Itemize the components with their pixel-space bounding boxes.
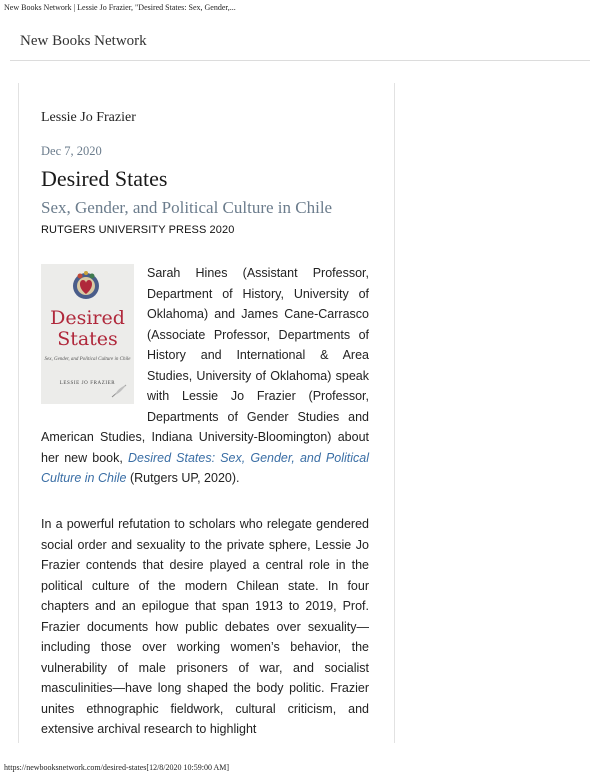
author-name[interactable]: Lessie Jo Frazier — [41, 110, 136, 125]
print-footer-url: https://newbooksnetwork.com/desired-states[12/8/2020 10:59:00 AM] — [4, 763, 230, 772]
publisher-line: RUTGERS UNIVERSITY PRESS 2020 — [41, 224, 235, 236]
summary-paragraph: Sarah Hines (Assistant Professor, Department of History, University of Oklahoma) and James Cane-Carrasco (Associate Professor, Departments of History and International & Area Studies, University of Oklahoma) speak with Lessie Jo Frazier (Professor, Departments of Gender Studies and American Studies, Indiana University-Bloomington) about her new book, Desired States: Sex, Gender, and Political Culture in Chile (Rutgers UP, 2020). — [41, 266, 370, 485]
site-name-link[interactable]: New Books Network — [20, 33, 147, 49]
header-divider — [10, 60, 590, 61]
description-paragraph: In a powerful refutation to scholars who relegate gendered social order and sexuality to the private sphere, Lessie Jo Frazier contends that desire played a central role in the political culture of the modern Chilean state. In four chapters and an epilogue that span 1913 to 2019, Prof. Frazier documents how public debates over sexuality—including those over working women’s behavior, the vulnerability of male prisoners of war, and socialist masculinities—have long shaped the body politic. Frazier unites ethnographic fieldwork, cultural criticism, and extensive archival research to highlight — [41, 517, 369, 736]
cover-author: LESSIE JO FRAZIER — [59, 381, 116, 386]
print-header: New Books Network | Lessie Jo Frazier, "Desired States: Sex, Gender,... — [4, 3, 236, 12]
book-subtitle: Sex, Gender, and Political Culture in Chile — [41, 198, 333, 217]
book-title: Desired States — [41, 166, 168, 191]
cover-subtitle: Sex, Gender, and Political Culture in Chile — [44, 357, 131, 362]
book-title-link[interactable]: Desired States: Sex, Gender, and Political Culture in Chile — [41, 450, 370, 485]
publish-date: Dec 7, 2020 — [41, 144, 102, 158]
cover-title: Desired States — [50, 307, 125, 350]
